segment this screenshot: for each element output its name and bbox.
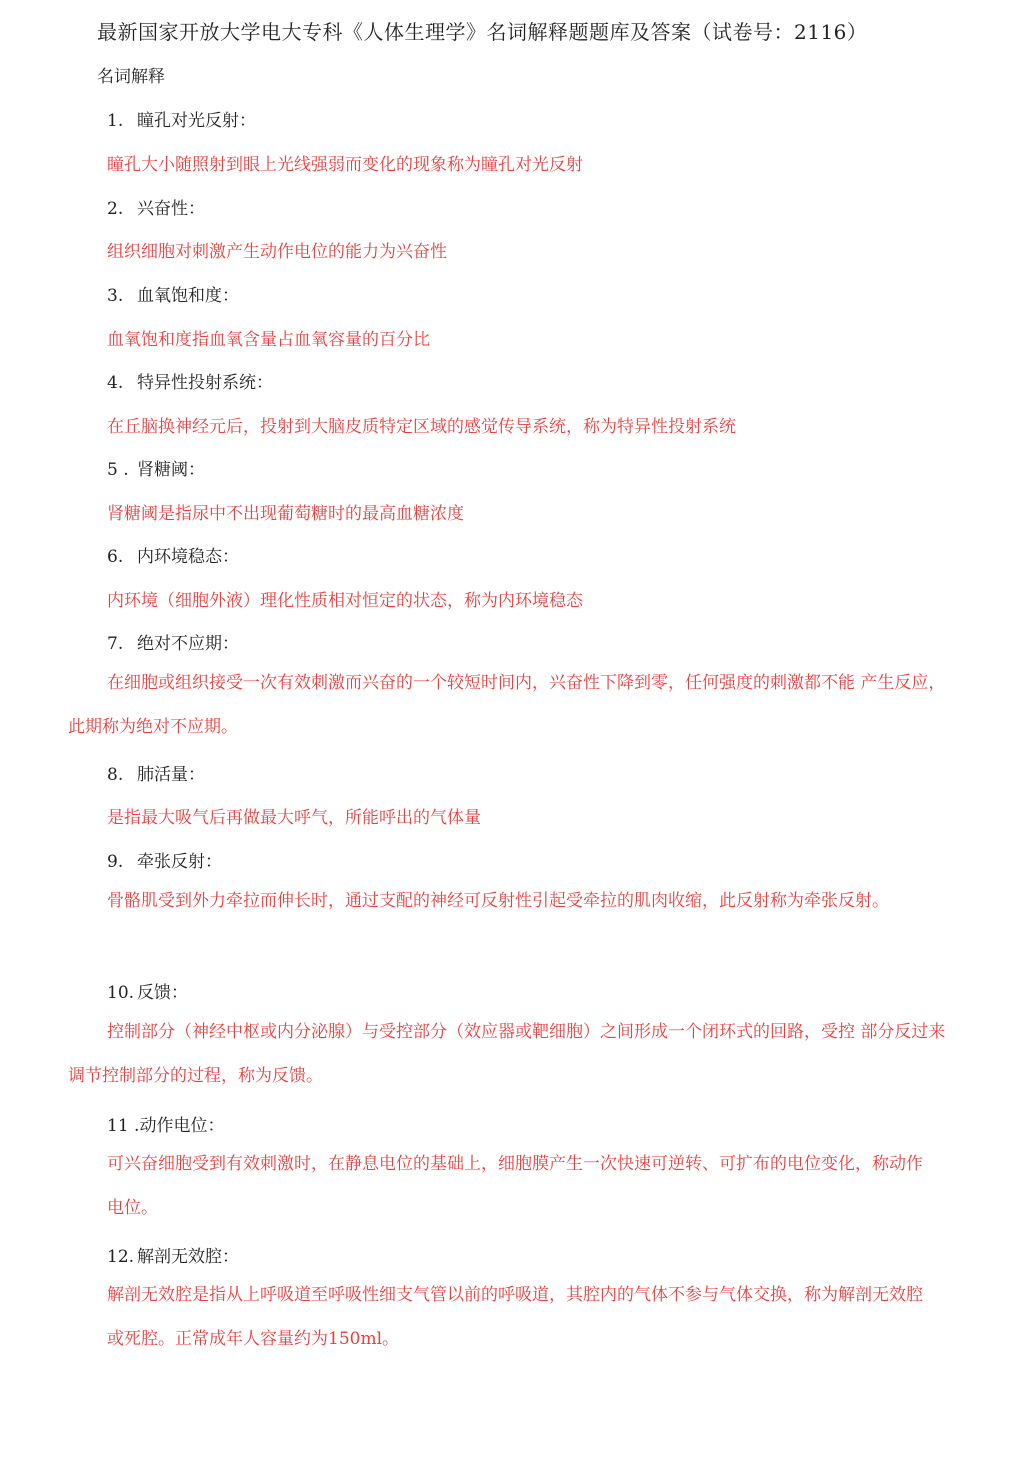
question-number: 9.	[107, 852, 124, 872]
question-number: 11 .	[107, 1116, 140, 1136]
question-number: 7.	[107, 634, 124, 654]
answer-12: 解剖无效腔是指从上呼吸道至呼吸性细支气管以前的呼吸道，其腔内的气体不参与气体交换，称为解剖无效腔或死腔。正常成年人容量约为150ml。	[107, 1285, 923, 1349]
answer-5: 肾糖阈是指尿中不出现葡萄糖时的最高血糖浓度	[107, 504, 464, 524]
question-8	[107, 760, 205, 785]
question-term: 特异性投射系统：	[137, 373, 273, 393]
question-term: 血氧饱和度：	[137, 286, 239, 306]
question-number: 1.	[107, 111, 124, 131]
answer-9: 骨骼肌受到外力牵拉而伸长时，通过支配的神经可反射性引起受牵拉的肌肉收缩，此反射称为牵张反射。	[107, 891, 889, 911]
answer-1: 瞳孔大小随照射到眼上光线强弱而变化的现象称为瞳孔对光反射	[107, 155, 583, 175]
question-term: 兴奋性：	[137, 199, 205, 219]
question-11	[107, 1111, 224, 1136]
question-number: 6.	[107, 547, 124, 567]
question-number: 12.	[107, 1247, 135, 1267]
question-term: 瞳孔对光反射：	[137, 111, 256, 131]
question-10	[107, 978, 188, 1003]
question-term: 解剖无效腔：	[137, 1247, 239, 1267]
answer-8: 是指最大吸气后再做最大呼气，所能呼出的气体量	[107, 808, 481, 828]
answer-3: 血氧饱和度指血氧含量占血氧容量的百分比	[107, 330, 430, 350]
question-number: 5 .	[107, 460, 129, 480]
answer-10: 控制部分（神经中枢或内分泌腺）与受控部分（效应器或靶细胞）之间形成一个闭环式的回路，受控 部分反过来调节控制部分的过程，称为反馈。	[68, 1022, 946, 1086]
question-4	[107, 368, 273, 393]
answer-6: 内环境（细胞外液）理化性质相对恒定的状态，称为内环境稳态	[107, 591, 583, 611]
question-term: 肾糖阈：	[137, 460, 205, 480]
answer-4: 在丘脑换神经元后，投射到大脑皮质特定区域的感觉传导系统，称为特异性投射系统	[107, 417, 736, 437]
question-number: 8.	[107, 765, 124, 785]
question-number: 10.	[107, 983, 135, 1003]
section-heading: 名词解释	[97, 67, 165, 87]
question-1	[107, 106, 256, 131]
answer-2: 组织细胞对刺激产生动作电位的能力为兴奋性	[107, 242, 447, 262]
answer-7: 在细胞或组织接受一次有效刺激而兴奋的一个较短时间内，兴奋性下降到零，任何强度的刺激都不能 产生反应，此期称为绝对不应期。	[68, 673, 946, 737]
document-title: 最新国家开放大学电大专科《人体生理学》名词解释题题库及答案（试卷号：2116）	[97, 20, 868, 44]
answer-11: 可兴奋细胞受到有效刺激时，在静息电位的基础上，细胞膜产生一次快速可逆转、可扩布的电位变化，称动作电位。	[107, 1154, 923, 1218]
question-term: 反馈：	[137, 983, 188, 1003]
question-term: 牵张反射：	[137, 852, 222, 872]
question-3	[107, 281, 239, 306]
question-number: 2.	[107, 199, 124, 219]
question-term: 肺活量：	[137, 765, 205, 785]
question-term: 绝对不应期：	[137, 634, 239, 654]
question-2	[107, 194, 205, 219]
question-term: 内环境稳态：	[137, 547, 239, 567]
question-number: 4.	[107, 373, 124, 393]
question-7	[107, 629, 239, 654]
question-term: 动作电位：	[139, 1116, 225, 1136]
question-9	[107, 847, 222, 872]
question-number: 3.	[107, 286, 124, 306]
question-6	[107, 542, 239, 567]
question-5	[107, 455, 205, 480]
question-12	[107, 1242, 239, 1267]
